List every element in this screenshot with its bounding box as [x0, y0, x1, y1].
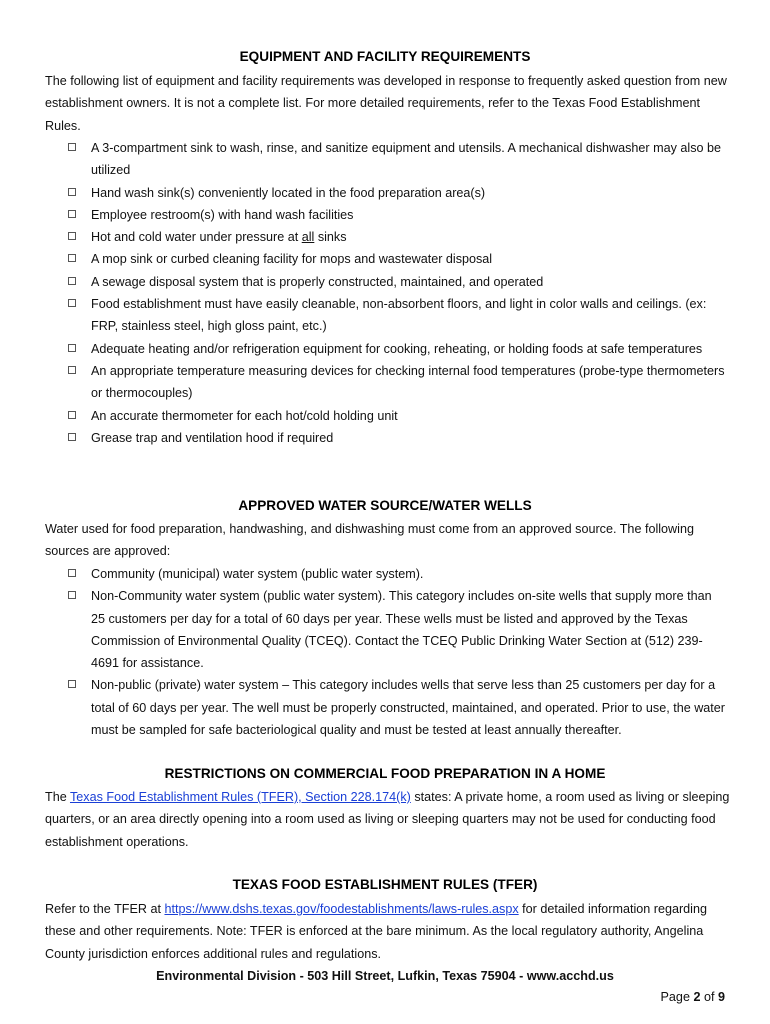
section-intro-water: Water used for food preparation, handwashing, and dishwashing must come from an approved source. The following sources are approved:	[45, 522, 694, 559]
list-item: An appropriate temperature measuring devices for checking internal food temperatures (probe-type thermometers or thermocouples)	[66, 360, 726, 405]
checkbox-icon	[68, 680, 76, 688]
list-item: Non-public (private) water system – This category includes wells that serve less than 25 customers per day for a total of 60 days per year. The well must be properly constructed, maintained, and operated. Prior to use, the water must be sampled for safe bacteriological quality and must be tested at least annually thereafter.	[66, 674, 726, 741]
list-item: Employee restroom(s) with hand wash facilities	[66, 204, 726, 226]
list-item: An accurate thermometer for each hot/cold holding unit	[66, 405, 726, 427]
checkbox-icon	[68, 569, 76, 577]
checkbox-icon	[68, 232, 76, 240]
water-source-list	[66, 563, 726, 741]
checkbox-icon	[68, 254, 76, 262]
page-number: Page 2 of 9	[660, 990, 725, 1004]
section-heading-tfer: TEXAS FOOD ESTABLISHMENT RULES (TFER)	[232, 877, 538, 892]
section-heading-equipment: EQUIPMENT AND FACILITY REQUIREMENTS	[239, 49, 531, 64]
list-item: Adequate heating and/or refrigeration equipment for cooking, reheating, or holding foods at safe temperatures	[66, 338, 726, 360]
checkbox-icon	[68, 277, 76, 285]
checkbox-icon	[68, 143, 76, 151]
list-item: Non-Community water system (public water system). This category includes on-site wells that supply more than 25 customers per day for a total of 60 days per year. These wells must be listed and approved by the Texas Commission of Environmental Quality (TCEQ). Contact the TCEQ Public Drinking Water Section at (512) 239-4691 for assistance.	[66, 585, 726, 674]
checkbox-icon	[68, 591, 76, 599]
section-body-tfer: Refer to the TFER at https://www.dshs.texas.gov/foodestablishments/laws-rules.aspx for detailed information regarding these and other requirements. Note: TFER is enforced at the bare minimum. As the local regulatory authority, Angelina County jurisdiction enforces additional rules and regulations.	[45, 902, 707, 961]
list-item: A sewage disposal system that is properly constructed, maintained, and operated	[66, 271, 726, 293]
checkbox-icon	[68, 210, 76, 218]
tfer-section-link[interactable]: Texas Food Establishment Rules (TFER), Section 228.174(k)	[69, 790, 411, 804]
tfer-url-link[interactable]: https://www.dshs.texas.gov/foodestablishments/laws-rules.aspx	[164, 902, 519, 916]
section-intro-equipment: The following list of equipment and facility requirements was developed in response to frequently asked question from new establishment owners. It is not a complete list. For more detailed requirements, refer to the Texas Food Establishment Rules.	[45, 74, 727, 133]
list-item: A mop sink or curbed cleaning facility for mops and wastewater disposal	[66, 248, 726, 270]
checkbox-icon	[68, 366, 76, 374]
section-heading-home: RESTRICTIONS ON COMMERCIAL FOOD PREPARATION IN A HOME	[164, 766, 606, 781]
checkbox-icon	[68, 188, 76, 196]
checkbox-icon	[68, 344, 76, 352]
list-item: Community (municipal) water system (public water system).	[66, 563, 726, 585]
section-body-home: The Texas Food Establishment Rules (TFER), Section 228.174(k) states: A private home, a room used as living or sleeping quarters, or an area directly opening into a room used as living or sleeping quarters may not be used for conducting food establishment operations.	[45, 790, 730, 849]
checkbox-icon	[68, 411, 76, 419]
equipment-checklist	[66, 137, 726, 449]
list-item: Hand wash sink(s) conveniently located in the food preparation area(s)	[66, 182, 726, 204]
checkbox-icon	[68, 299, 76, 307]
checkbox-icon	[68, 433, 76, 441]
list-item: Hot and cold water under pressure at all sinks	[66, 226, 726, 248]
footer-address: Environmental Division - 503 Hill Street, Lufkin, Texas 75904 - www.acchd.us	[156, 969, 614, 983]
list-item: Grease trap and ventilation hood if required	[66, 427, 726, 449]
section-heading-water: APPROVED WATER SOURCE/WATER WELLS	[238, 498, 532, 513]
list-item: Food establishment must have easily cleanable, non-absorbent floors, and light in color walls and ceilings. (ex: FRP, stainless steel, high gloss paint, etc.)	[66, 293, 726, 338]
list-item: A 3-compartment sink to wash, rinse, and sanitize equipment and utensils. A mechanical dishwasher may also be utilized	[66, 137, 726, 182]
